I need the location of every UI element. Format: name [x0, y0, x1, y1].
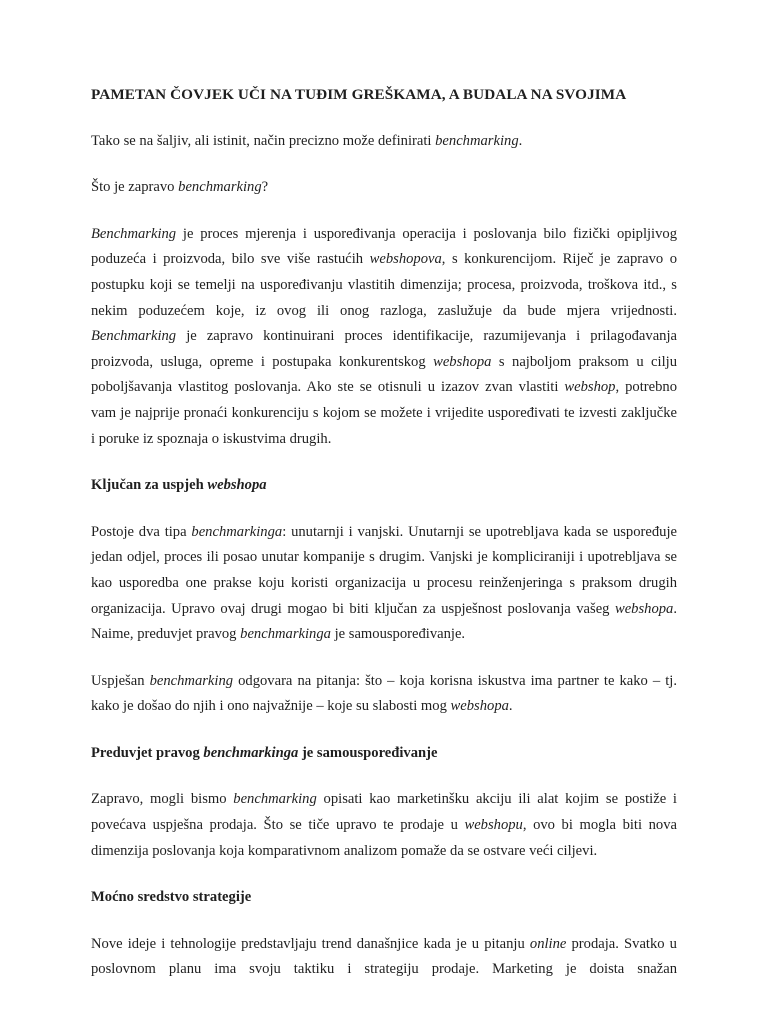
term: webshopa — [450, 698, 509, 715]
heading-text: je samouspoređivanje — [298, 744, 438, 761]
term: benchmarking — [149, 672, 234, 689]
questions-paragraph — [91, 669, 677, 720]
term: Benchmarking — [91, 225, 177, 242]
text-run: je samouspoređivanje. — [330, 626, 466, 643]
text-run: . — [508, 698, 513, 715]
intro-term: benchmarking — [435, 132, 519, 149]
term: online — [529, 935, 567, 952]
term: webshopa — [433, 353, 492, 370]
text-run: , potrebno vam je najprije pronaći konkurenciju s kojom se možete i vrijedite uspoređivati te izvesti zaključke i poruke iz spoznaja o iskustvima drugih. — [91, 379, 677, 447]
text-run: , ovo bi mogla biti nova dimenzija poslovanja koja komparativnom analizom pomaže da se ostvare veći ciljevi. — [91, 817, 677, 859]
term: Benchmarking — [91, 328, 177, 345]
section-heading-prerequisite — [91, 741, 677, 767]
question-term: benchmarking — [178, 179, 262, 196]
question-paragraph — [91, 175, 677, 201]
text-run: je proces mjerenja i uspoređivanja operacija i poslovanja bilo fizički opipljivog poduzeća i proizvoda, bilo sve više rastućih — [91, 225, 677, 268]
text-run: je zapravo kontinuirani proces identifikacije, razumijevanja i prilagođavanja proizvoda, usluga, opreme i postupaka konkurentskog — [91, 328, 677, 370]
heading-term: benchmarkinga — [203, 744, 299, 761]
question-end: ? — [261, 179, 269, 196]
text-run: . Naime, preduvjet pravog — [91, 600, 677, 643]
text-run: Postoje dva tipa — [91, 523, 192, 540]
intro-end: . — [518, 132, 523, 149]
text-run: Nove ideje i tehnologije predstavljaju trend današnjice kada je u pitanju — [91, 935, 530, 952]
strategy-paragraph — [91, 932, 677, 983]
heading-text: Preduvjet pravog — [91, 744, 204, 761]
text-run: , s konkurencijom. Riječ je zapravo o postupku koji se temelji na uspoređivanju vlastitih dimenzija; procesa, proizvoda, troškova itd., s nekim poduzećem koje, iz ovog ili onog razloga, zaslužuje da bude mjera vrijednosti. — [91, 251, 678, 319]
term: benchmarking — [233, 791, 317, 808]
term: benchmarkinga — [191, 523, 283, 540]
text-run: odgovara na pitanja: što – koja korisna iskustva ima partner te kako – tj. kako je došao do njih i ono najvažnije – koje su slabosti mog — [91, 672, 677, 715]
heading-term: webshopa — [207, 477, 267, 494]
heading-text: Ključan za uspjeh — [91, 477, 208, 494]
definition-paragraph — [91, 222, 677, 452]
section-heading-key-to-success — [91, 473, 677, 499]
types-paragraph — [91, 520, 677, 648]
text-run: : unutarnji i vanjski. Unutarnji se upotrebljava kada se uspoređuje jedan odjel, proces ili posao unutar kompanije s drugim. Vanjski je kompliciraniji i upotrebljava se kao usporedba one prakse koju koristi organizacija u procesu reinženjeringa s praksom drugih organizacija. Upravo ovaj drugi mogao bi biti ključan za uspješnost poslovanja vašeg — [91, 523, 677, 617]
term: webshopa — [614, 600, 674, 617]
question-text: Što je zapravo — [91, 179, 179, 196]
section-heading-strategy: Moćno sredstvo strategije — [91, 889, 252, 906]
text-run: s najboljom praksom u cilju poboljšavanja vlastitog poslovanja. Ako ste se otisnuli u izazov zvan vlastiti — [91, 353, 677, 396]
text-run: Zapravo, mogli bismo — [91, 791, 234, 808]
term: benchmarkinga — [240, 626, 331, 643]
document-body — [91, 82, 677, 1004]
text-run: prodaja. Svatko u poslovnom planu ima svoju taktiku i strategiju prodaje. Marketing je doista snažan — [91, 935, 677, 978]
document-title: PAMETAN ČOVJEK UČI NA TUĐIM GREŠKAMA, A BUDALA NA SVOJIMA — [91, 86, 627, 103]
term: webshopova — [369, 251, 442, 268]
marketing-paragraph — [91, 787, 677, 864]
intro-text: Tako se na šaljiv, ali istinit, način precizno može definirati — [91, 132, 436, 149]
text-run: opisati kao marketinšku akciju ili alat kojim se postiže i povećava uspješna prodaja. Što se tiče upravo te prodaje u — [91, 791, 677, 834]
intro-paragraph — [91, 129, 677, 155]
term: webshopu — [464, 817, 523, 834]
term: webshop — [564, 379, 616, 396]
text-run: Uspješan — [91, 672, 150, 689]
